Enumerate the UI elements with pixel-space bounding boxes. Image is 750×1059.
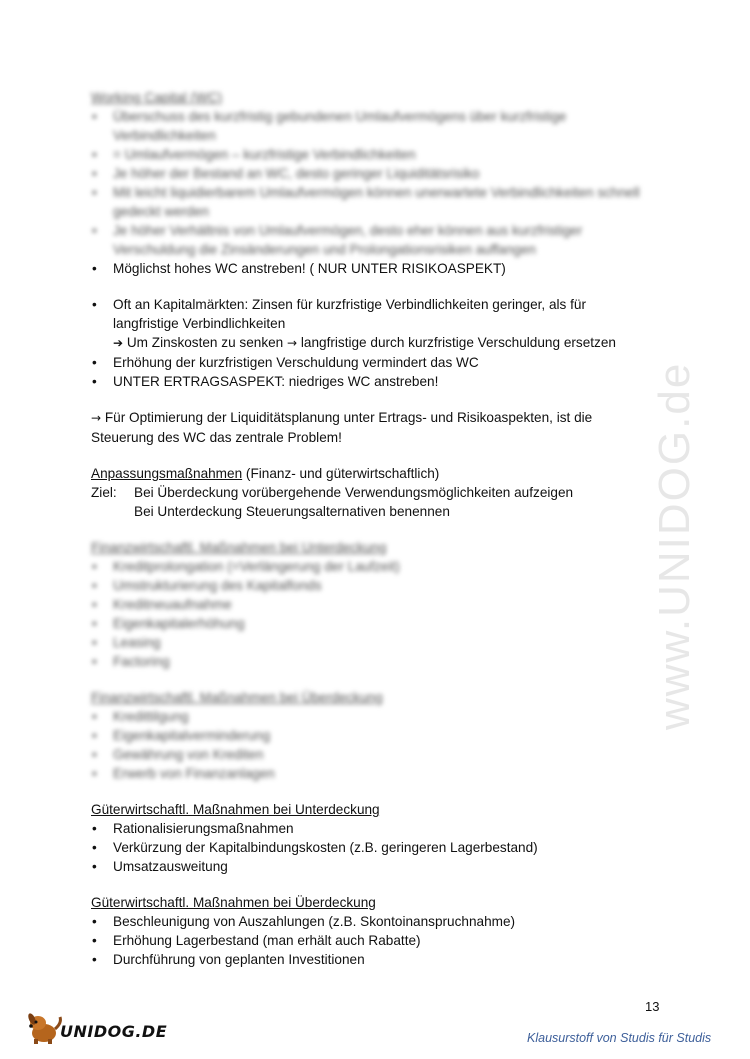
- section-title-fin-under: Finanzwirtschaftl. Maßnahmen bei Unterdeckung: [91, 540, 387, 555]
- list-item: • Kredittilgung: [91, 707, 651, 726]
- item-text-line2: langfristige Verbindlichkeiten: [113, 316, 286, 331]
- section-title-goods-under: Güterwirtschaftl. Maßnahmen bei Unterdeckung: [91, 802, 380, 817]
- footer-tagline: Klausurstoff von Studis für Studis: [527, 1031, 712, 1045]
- arrow-right-icon: →: [91, 411, 102, 425]
- ziel-row: [91, 483, 651, 521]
- list-item: • Umstrukturierung des Kapitalfonds: [91, 576, 651, 595]
- logo-text: UNIDOG.DE: [60, 1022, 168, 1041]
- list-item: • Kreditprolongation (=Verlängerung der Laufzeit): [91, 557, 651, 576]
- goods-under-list: [91, 819, 651, 876]
- section-title-wc: Working Capital (WC): [91, 90, 223, 105]
- list-item: • = Umlaufvermögen – kurzfristige Verbindlichkeiten: [91, 145, 651, 164]
- ziel-label: Ziel:: [91, 485, 117, 500]
- item-text-line1: Oft an Kapitalmärkten: Zinsen für kurzfristige Verbindlichkeiten geringer, als für: [113, 297, 586, 312]
- list-item: • Mit leicht liquidierbarem Umlaufvermögen können unerwartete Verbindlichkeiten schnell gedeckt werden: [91, 183, 651, 221]
- sub-item-text-b: langfristige durch kurzfristige Verschuldung ersetzen: [300, 335, 616, 350]
- list-item: • Leasing: [91, 633, 651, 652]
- list-item: • Durchführung von geplanten Investitionen: [91, 950, 651, 969]
- list-item: • Factoring: [91, 652, 651, 671]
- list-item: [91, 295, 651, 333]
- list-item: • Erhöhung Lagerbestand (man erhält auch Rabatte): [91, 931, 651, 950]
- measures-heading: [91, 464, 651, 483]
- measures-subtitle: (Finanz- und güterwirtschaftlich): [245, 466, 440, 481]
- sub-item-text-a: Um Zinskosten zu senken: [126, 335, 284, 350]
- page-content: [91, 88, 651, 969]
- watermark: www.UNIDOG.de: [650, 361, 699, 730]
- ziel-text: [134, 483, 573, 521]
- goods-over-list: [91, 912, 651, 969]
- section-title-goods-over: Güterwirtschaftl. Maßnahmen bei Überdeckung: [91, 895, 376, 910]
- section-title-measures: Anpassungsmaßnahmen: [91, 466, 243, 481]
- page-number: 13: [645, 999, 660, 1014]
- list-item: • Eigenkapitalerhöhung: [91, 614, 651, 633]
- list-item: • Je höher der Bestand an WC, desto geringer Liquiditätsrisiko: [91, 164, 651, 183]
- list-item: • Erwerb von Finanzanlagen: [91, 764, 651, 783]
- fin-under-list: [91, 557, 651, 671]
- list-item: • Je höher Verhältnis von Umlaufvermögen, desto eher können aus kurzfristiger Verschuldung die Zinsänderungen und Prolongationsrisiken auffangen: [91, 221, 651, 259]
- dog-icon: [24, 1009, 64, 1045]
- ziel-line2: Bei Unterdeckung Steuerungsalternativen benennen: [134, 504, 450, 519]
- list-item: • Rationalisierungsmaßnahmen: [91, 819, 651, 838]
- section-title-fin-over: Finanzwirtschaftl. Maßnahmen bei Überdeckung: [91, 690, 383, 705]
- conclusion-line1: Für Optimierung der Liquiditätsplanung unter Ertrags- und Risikoaspekten, ist die: [104, 410, 593, 425]
- list-item: • Verkürzung der Kapitalbindungskosten (z.B. geringeren Lagerbestand): [91, 838, 651, 857]
- arrow-right-icon: →: [287, 336, 298, 350]
- list-item: • UNTER ERTRAGSASPEKT: niedriges WC anstreben!: [91, 372, 651, 391]
- list-item: • Umsatzausweitung: [91, 857, 651, 876]
- list-item: • Möglichst hohes WC anstreben! ( NUR UNTER RISIKOASPEKT): [91, 259, 651, 278]
- sub-item: [91, 333, 651, 353]
- conclusion: [91, 408, 651, 447]
- list-item: • Kreditneuaufnahme: [91, 595, 651, 614]
- list-item: • Eigenkapitalverminderung: [91, 726, 651, 745]
- list-item: • Gewährung von Krediten: [91, 745, 651, 764]
- wc-list-2: [91, 295, 651, 391]
- list-item: • Überschuss des kurzfristig gebundenen Umlaufvermögens über kurzfristige Verbindlichkeiten: [91, 107, 651, 145]
- list-item: • Erhöhung der kurzfristigen Verschuldung vermindert das WC: [91, 353, 651, 372]
- conclusion-line2: Steuerung des WC das zentrale Problem!: [91, 430, 342, 445]
- list-item: • Beschleunigung von Auszahlungen (z.B. Skontoinanspruchnahme): [91, 912, 651, 931]
- ziel-line1: Bei Überdeckung vorübergehende Verwendungsmöglichkeiten aufzeigen: [134, 485, 574, 500]
- unidog-logo[interactable]: [24, 1009, 167, 1045]
- fin-over-list: [91, 707, 651, 783]
- arrow-right-icon: ➔: [113, 336, 124, 350]
- wc-list: [91, 107, 651, 278]
